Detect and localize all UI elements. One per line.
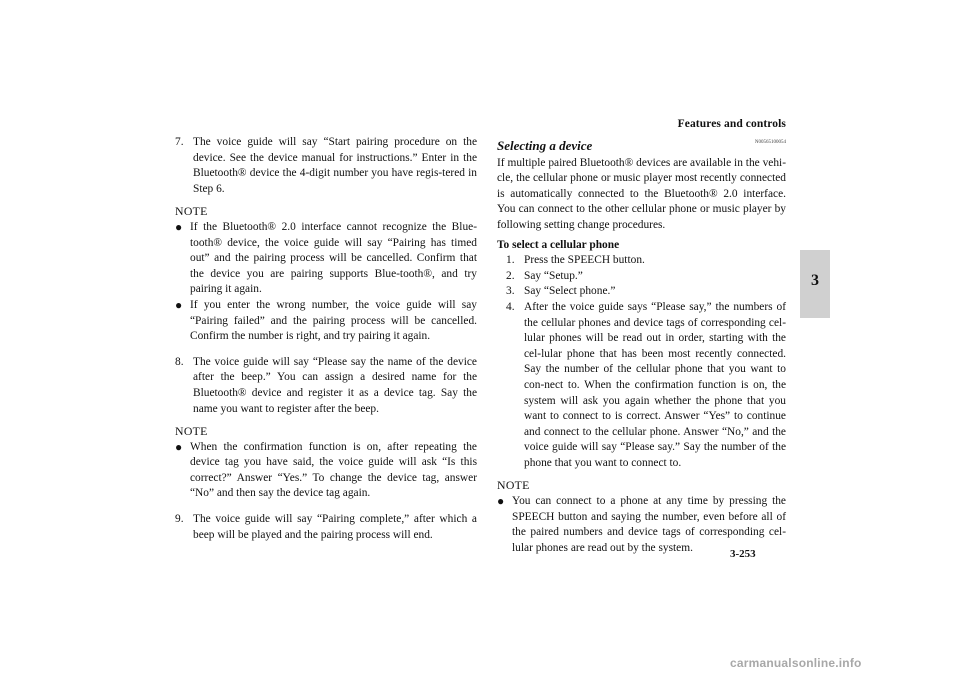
step-text: Say “Setup.”: [524, 269, 583, 282]
section-code: N00565100054: [754, 140, 786, 145]
note-bullet: [175, 440, 477, 502]
step-7: [175, 135, 477, 197]
subheading: To select a cellular phone: [497, 238, 620, 251]
note-bullet: [175, 298, 477, 345]
step-text: The voice guide will say “Pairing complete,” after which a beep will be played and the pairing process will end.: [193, 513, 477, 541]
procedure-step: [506, 269, 786, 285]
left-column: [175, 135, 477, 543]
step-9: [175, 512, 477, 543]
note-bullet: [175, 220, 477, 298]
step-number: 1.: [506, 254, 515, 267]
note-label: NOTE: [497, 478, 530, 493]
bullet-icon: ●: [175, 297, 183, 312]
step-number: 9.: [175, 513, 184, 526]
bullet-icon: ●: [175, 439, 183, 454]
watermark: carmanualsonline.info: [730, 656, 862, 670]
note-text: If you enter the wrong number, the voice guide will say “Pairing failed” and the pairing process will be cancelled. Confirm the number is right, and try pairing it again.: [190, 298, 477, 343]
step-text: The voice guide will say “Start pairing procedure on the device. See the device manual for instructions.” Enter in the Bluetooth® device the 4-digit number you have regis-tered in Step 6.: [193, 136, 477, 195]
procedure-steps: [497, 253, 786, 471]
chapter-tab: [800, 250, 830, 318]
step-number: 3.: [506, 285, 515, 298]
intro-paragraph: If multiple paired Bluetooth® devices are available in the vehi-cle, the cellular phone or music player most recently connected is automatically connected to the Bluetooth® 2.0 interface. You can connect to the other cellular phone or music player by following setting change procedures.: [497, 156, 786, 231]
step-number: 8.: [175, 355, 184, 368]
section-heading-row: [497, 135, 786, 154]
step-text: The voice guide will say “Please say the name of the device after the beep.” You can assign a desired name for the Bluetooth® device and register it as a device tag. Say the name you want to register after the beep.: [193, 355, 477, 415]
step-number: 4.: [506, 300, 515, 313]
note-text: If the Bluetooth® 2.0 interface cannot recognize the Blue-tooth® device, the voice guide will say “Pairing has timed out” and the pairing process will be cancelled. Confirm that the device you are pairing supports Blue-tooth®, and try pairing it again.: [190, 220, 477, 296]
running-header: Features and controls: [677, 118, 786, 130]
chapter-number: 3: [811, 272, 819, 289]
note-text: You can connect to a phone at any time by pressing the SPEECH button and saying the number, even before all of the paired numbers and device tags of corresponding cel-lular phones are read out by the system.: [512, 495, 786, 554]
step-8: [175, 355, 477, 417]
bullet-icon: ●: [497, 494, 505, 509]
note-label: NOTE: [175, 204, 208, 219]
step-number: 7.: [175, 136, 184, 148]
procedure-step: [506, 253, 786, 269]
note-text: When the confirmation function is on, after repeating the device tag you have said, the voice guide will ask “Is this correct?” Answer “Yes.” To change the device tag, answer “No” and then say the device tag again.: [190, 440, 477, 500]
page-number: 3-253: [730, 548, 756, 560]
step-number: 2.: [506, 269, 515, 282]
right-column: [497, 135, 786, 556]
step-text: Press the SPEECH button.: [524, 254, 645, 267]
step-text: After the voice guide says “Please say,” the numbers of the cellular phones and device tags of corresponding cel-lular phones will be read out in order, starting with the cel-lular phone that has been most recently connected. Say the number of the cellular phone that you want to con-nect to. When the confirmation function is on, the system will ask you again whether the phone that you want to connect to is correct. Answer “Yes” to continue and connect to the cellular phone. Answer “No,” and the voice guide will say “Please say.” Say the number of the phone that you want to connect to.: [524, 300, 786, 469]
bullet-icon: ●: [175, 219, 183, 234]
section-heading: Selecting a device: [497, 138, 593, 153]
procedure-step: [506, 300, 786, 472]
procedure-step: [506, 284, 786, 300]
step-text: Say “Select phone.”: [524, 285, 616, 298]
note-label: NOTE: [175, 424, 208, 439]
